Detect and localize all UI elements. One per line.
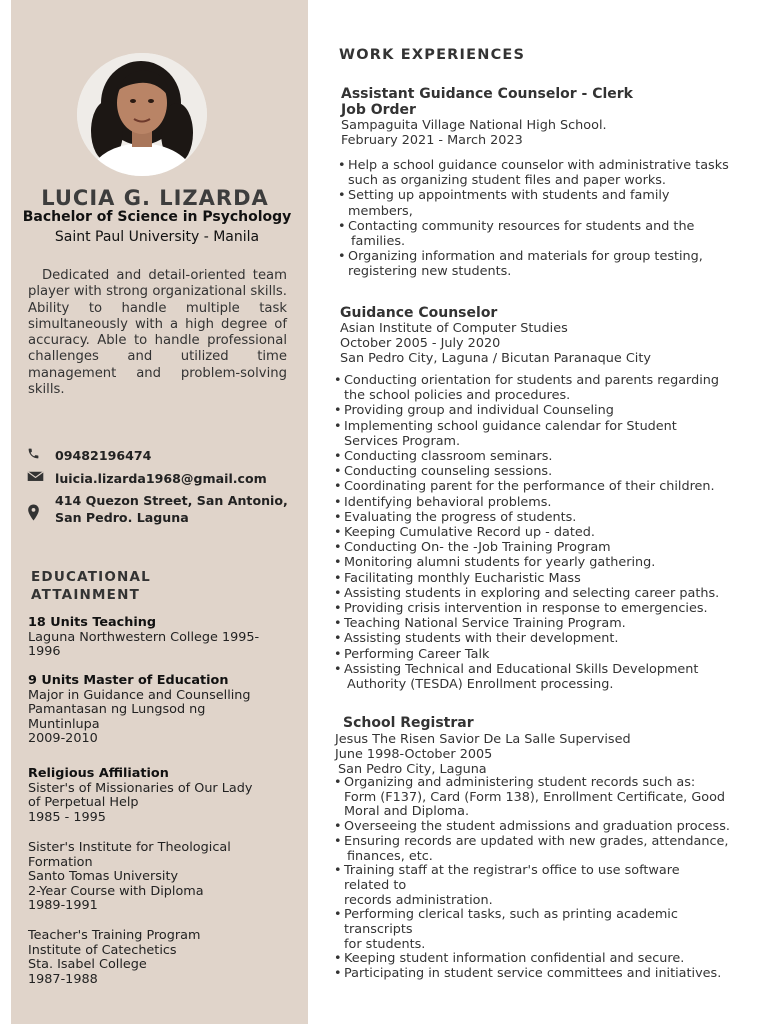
list-item: • Contacting community resources for students and the families. — [340, 219, 755, 249]
list-item: • Assisting students in exploring and selecting career paths. — [336, 586, 756, 601]
list-item: • Conducting classroom seminars. — [336, 449, 756, 464]
job-location: San Pedro City, Laguna — [338, 762, 487, 778]
list-item: • Identifying behavioral problems. — [336, 495, 756, 510]
location-pin-icon — [27, 492, 55, 524]
job-duties — [340, 158, 755, 280]
university: Saint Paul University - Manila — [54, 229, 260, 245]
list-item: • Monitoring alumni students for yearly gathering. — [336, 555, 756, 570]
job-entry — [343, 715, 763, 731]
list-item: • Performing clerical tasks, such as printing academic transcripts for students. — [336, 908, 756, 952]
degree: Bachelor of Science in Psychology — [22, 209, 292, 225]
list-item: • Implementing school guidance calendar for Student Services Program. — [336, 419, 756, 449]
list-item: • Coordinating parent for the performance of their children. — [336, 479, 756, 494]
job-duties — [336, 373, 756, 692]
list-item: • Teaching National Service Training Program. — [336, 616, 756, 631]
education-entry: 18 Units Teaching Laguna Northwestern College 1995- 1996 — [28, 615, 260, 660]
list-item: • Keeping student information confidential and secure. — [336, 952, 756, 967]
email-address: luicia.lizarda1968@gmail.com — [55, 471, 267, 486]
contact-email — [27, 470, 267, 487]
list-item: • Keeping Cumulative Record up - dated. — [336, 525, 756, 540]
list-item: • Evaluating the progress of students. — [336, 510, 756, 525]
job-title: School Registrar — [343, 715, 474, 731]
job-location: San Pedro City, Laguna / Bicutan Paranaque City — [340, 351, 651, 367]
education-entry: Teacher's Training Program Institute of Catechetics Sta. Isabel College 1987-1988 — [28, 928, 201, 987]
list-item: • Conducting counseling sessions. — [336, 464, 756, 479]
list-item: • Overseeing the student admissions and graduation process. — [336, 820, 756, 835]
job-dates: June 1998-October 2005 — [335, 747, 493, 763]
work-experience-heading: WORK EXPERIENCES — [339, 47, 526, 63]
list-item: • Conducting On- the -Job Training Program — [336, 540, 756, 555]
job-employer: Sampaguita Village National High School. — [341, 118, 607, 133]
list-item: • Conducting orientation for students and parents regarding the school policies and procedures. — [336, 373, 756, 403]
job-employer: Jesus The Risen Savior De La Salle Supervised — [335, 732, 631, 747]
list-item: • Ensuring records are updated with new grades, attendance, finances, etc. — [336, 835, 756, 864]
phone-number: 09482196474 — [55, 448, 152, 463]
list-item: • Organizing information and materials for group testing, registering new students. — [340, 249, 755, 279]
list-item: • Performing Career Talk — [336, 647, 756, 662]
job-entry — [341, 86, 761, 148]
list-item: • Assisting students with their development. — [336, 631, 756, 646]
job-dates: October 2005 - July 2020 — [340, 336, 501, 352]
contact-address — [27, 492, 288, 526]
education-entry: Religious Affiliation Sister's of Missionaries of Our Lady of Perpetual Help 1985 - 1995 — [28, 766, 253, 825]
job-dates: February 2021 - March 2023 — [341, 133, 523, 149]
mail-icon — [27, 470, 55, 485]
job-employer: Asian Institute of Computer Studies — [340, 321, 568, 336]
list-item: • Organizing and administering student records such as: Form (F137), Card (Form 138), Enrollment Certificate, Good Moral and Diploma. — [336, 776, 756, 820]
profile-photo — [77, 53, 207, 176]
job-entry — [340, 305, 760, 367]
job-entry-details — [335, 732, 755, 778]
list-item: • Providing crisis intervention in response to emergencies. — [336, 601, 756, 616]
address-line-2: San Pedro. Laguna — [55, 510, 189, 525]
list-item: • Setting up appointments with students and family members, — [340, 188, 755, 218]
education-entry: Sister's Institute for Theological Formation Santo Tomas University 2-Year Course with Diploma 1989-1991 — [28, 840, 231, 914]
list-item: • Training staff at the registrar's office to use software related to records administration. — [336, 864, 756, 908]
list-item: • Facilitating monthly Eucharistic Mass — [336, 571, 756, 586]
contact-phone — [27, 447, 151, 464]
profile-summary: Dedicated and detail-oriented team player with strong organizational skills. Ability to handle multiple task simultaneously with a high degree of accuracy. Able to handle professional challenges and utilized time management and problem-solving skills. — [28, 268, 287, 398]
list-item: • Providing group and individual Counseling — [336, 403, 756, 418]
phone-icon — [27, 447, 55, 463]
job-title: Guidance Counselor — [340, 305, 498, 321]
job-title: Assistant Guidance Counselor - Clerk — [341, 86, 633, 102]
address-line-1: 414 Quezon Street, San Antonio, — [55, 493, 288, 508]
job-title-line-2: Job Order — [341, 102, 416, 118]
job-duties — [336, 776, 756, 982]
education-heading: EDUCATIONAL ATTAINMENT — [31, 569, 151, 603]
list-item: • Help a school guidance counselor with administrative tasks such as organizing student files and paper works. — [340, 158, 755, 188]
list-item: • Assisting Technical and Educational Skills Development Authority (TESDA) Enrollment processing. — [336, 662, 756, 692]
education-entry: 9 Units Master of Education Major in Guidance and Counselling Pamantasan ng Lungsod ng Muntinlupa 2009-2010 — [28, 673, 251, 747]
list-item: • Participating in student service committees and initiatives. — [336, 967, 756, 982]
person-name: LUCIA G. LIZARDA — [41, 186, 269, 210]
